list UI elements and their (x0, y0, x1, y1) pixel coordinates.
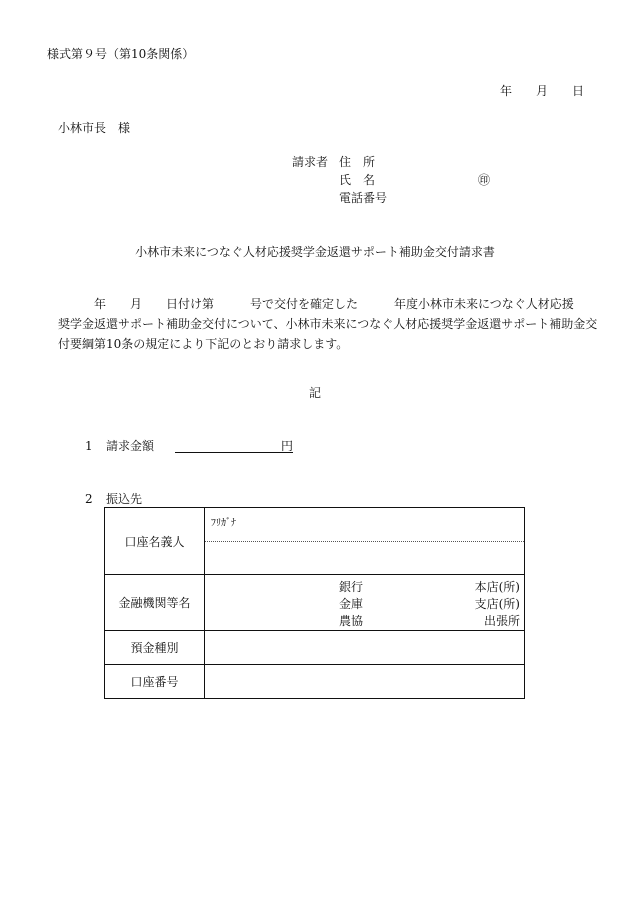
body-line: 奨学金返還サポート補助金交付について、小林市未来につなぐ人材応援奨学金返還サポート補助金交 (58, 317, 598, 331)
date-line: 年 月 日 (500, 84, 585, 98)
yen-unit: 円 (281, 439, 294, 453)
item2-label: 振込先 (106, 492, 143, 506)
addressee: 小林市長 様 (58, 121, 131, 135)
body-line: 付要綱第10条の規定により下記のとおり請求します。 (58, 337, 349, 351)
furigana-divider (205, 541, 524, 542)
amount-underline[interactable] (175, 452, 293, 453)
item2-number: 2 (85, 492, 93, 506)
address-label: 住 所 (339, 155, 376, 169)
account-number-label: 口座番号 (105, 665, 205, 699)
bank-type: 銀行 (339, 580, 364, 594)
furigana-label: ﾌﾘｶﾞﾅ (211, 518, 236, 529)
ki-heading: 記 (308, 386, 321, 400)
request-body (58, 294, 598, 354)
document-title: 小林市未来につなぐ人材応援奨学金返還サポート補助金交付請求書 (135, 245, 495, 259)
form-number: 様式第９号（第10条関係） (47, 47, 195, 61)
account-number-cell[interactable] (205, 665, 525, 699)
item1-number: 1 (85, 439, 93, 453)
branch-type: 本店(所) (474, 580, 520, 594)
branch-type: 支店(所) (474, 597, 520, 611)
phone-label: 電話番号 (339, 191, 388, 205)
institution-label: 金融機関等名 (105, 575, 205, 631)
bank-type: 農協 (339, 614, 364, 628)
deposit-type-cell[interactable] (205, 631, 525, 665)
institution-cell[interactable] (205, 575, 525, 631)
name-label: 氏 名 (339, 173, 376, 187)
seal-mark: ㊞ (478, 173, 491, 187)
account-holder-cell[interactable] (205, 508, 525, 575)
applicant-label: 請求者 (292, 155, 329, 169)
transfer-table (104, 507, 525, 699)
branch-type: 出張所 (483, 614, 520, 628)
bank-type: 金庫 (339, 597, 364, 611)
deposit-type-label: 預金種別 (105, 631, 205, 665)
item1-label: 請求金額 (106, 439, 155, 453)
body-line: 年 月 日付け第 号で交付を確定した 年度小林市未来につなぐ人材応援 (58, 297, 574, 311)
account-holder-label: 口座名義人 (105, 508, 205, 575)
